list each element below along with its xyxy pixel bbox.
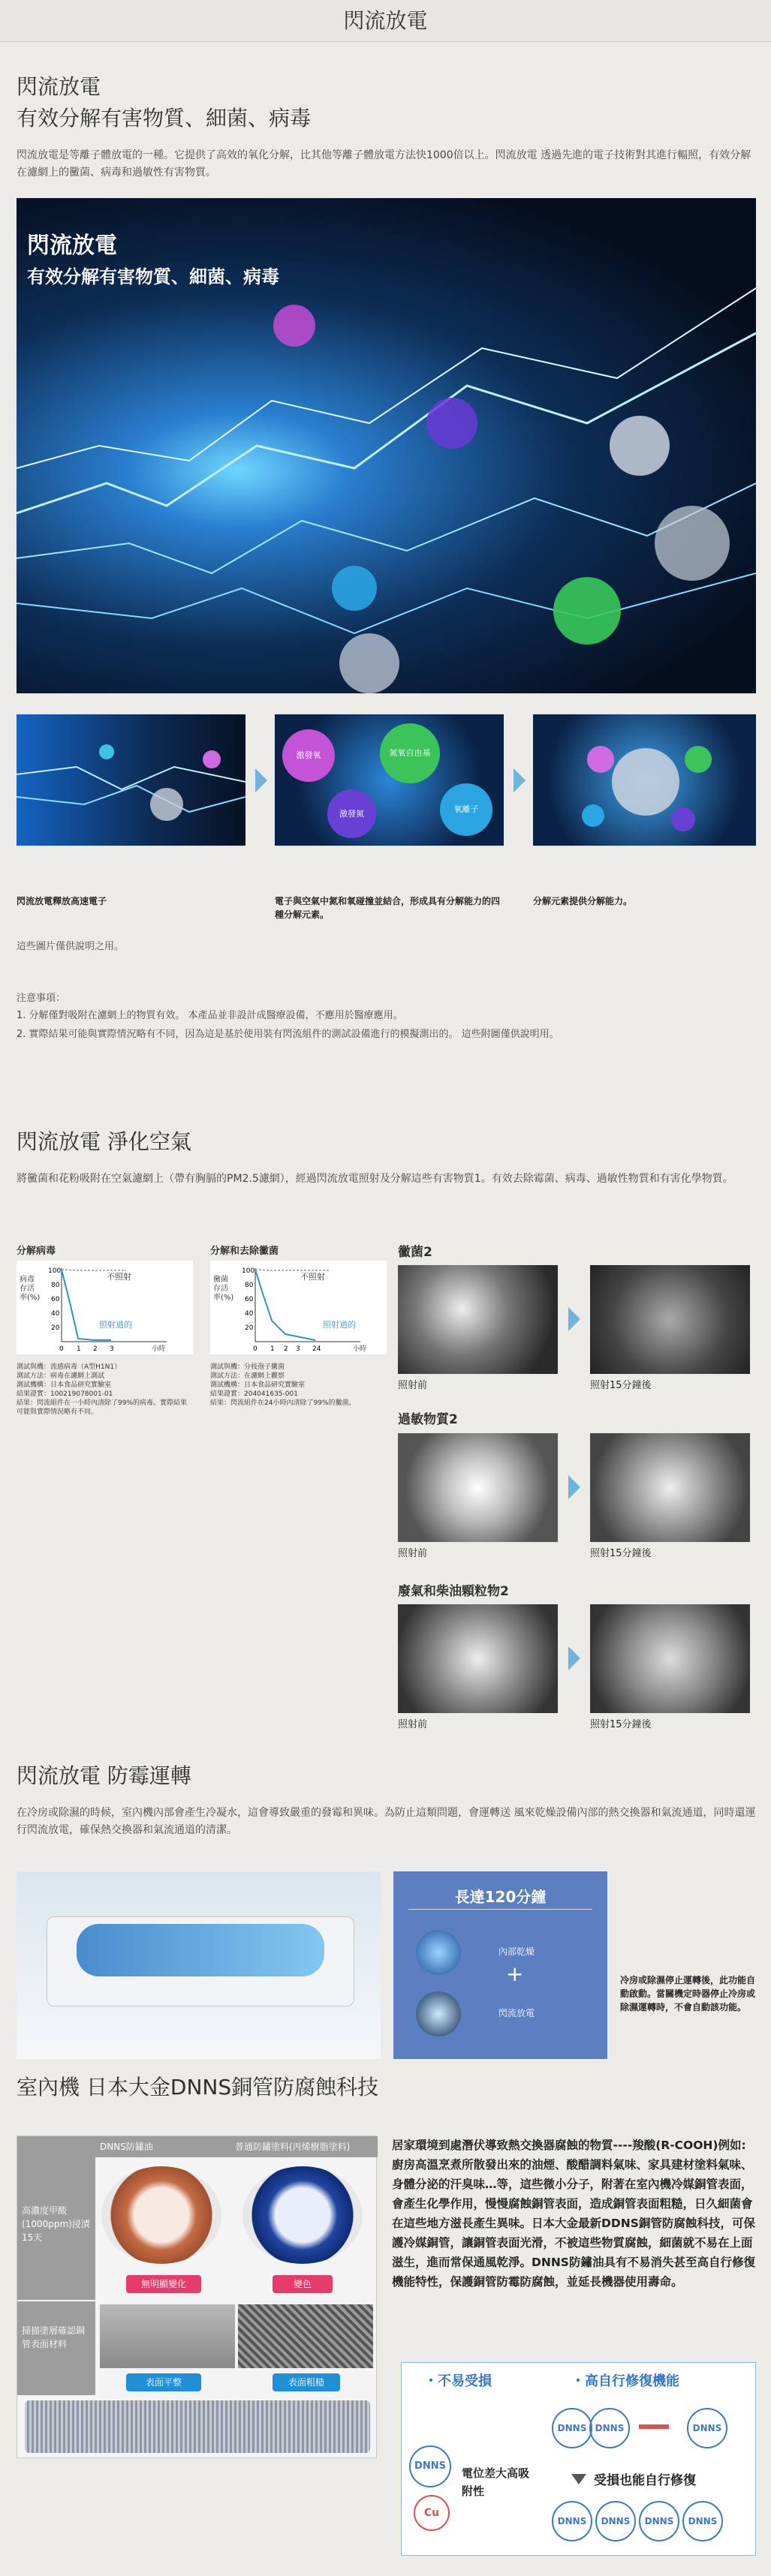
chart-mold-note-1: 測試與機：分枝孢子黴菌	[210, 1363, 285, 1371]
cu-circle: Cu	[414, 2495, 450, 2531]
page-header-title: 閃流放電	[343, 8, 428, 33]
s3-title: 閃流放電 防霉運轉	[17, 1763, 191, 1788]
feat-2: ・高自行修復機能	[571, 2373, 679, 2389]
dnns-circle-d: DNNS	[687, 2408, 727, 2448]
copper-pipe-normal	[242, 2166, 363, 2264]
step1-caption: 閃流放電釋放高速電子	[17, 896, 107, 906]
dnns-circle-g: DNNS	[639, 2501, 679, 2541]
chart-mold-title: 分解和去除黴菌	[210, 1246, 279, 1257]
repair-text: 受損也能自行修復	[594, 2473, 696, 2488]
antimold-duration: 長達120分鐘	[454, 1888, 547, 1906]
svg-text:2: 2	[284, 1345, 288, 1353]
allergen-before-label: 照射前	[398, 1548, 428, 1559]
row2-label: 掃描塗層確認銅管表面材料	[22, 2325, 86, 2349]
step-arrow-1	[255, 768, 267, 792]
repair-arrow-icon	[639, 2424, 669, 2429]
heat-exchanger	[77, 1924, 324, 1976]
chart-mold	[210, 1243, 387, 1453]
chart-virus-note-3: 測試機構：日本食品研究實驗室	[17, 1381, 112, 1389]
svg-text:100: 100	[48, 1267, 62, 1275]
dnns-circle-e: DNNS	[552, 2501, 592, 2541]
mold-before-image	[398, 1265, 558, 1374]
mold-after-label: 照射15分鐘後	[590, 1380, 652, 1391]
chart-mold-no-irr: 不照射	[300, 1272, 325, 1282]
svg-text:20: 20	[51, 1324, 60, 1332]
step-arrow-2	[513, 768, 526, 792]
antimold-dry-label: 內部乾燥	[498, 1946, 535, 1957]
antimold-side-note: 冷房或除濕停止運轉後，此功能自動啟動。當關機定時器停止冷房或除濕運轉時，不會自動該功能。	[620, 1975, 756, 2012]
sem-normal	[238, 2304, 373, 2368]
dry-icon	[416, 1930, 461, 1975]
svg-text:2: 2	[93, 1345, 98, 1353]
hero-title: 閃流放電	[27, 233, 117, 259]
note-1: 1. 分解僅對吸附在濾網上的物質有效。 本產品並非設計成醫療設備，不應用於醫療應用。	[17, 1010, 403, 1021]
chart-virus-note-4: 結果證實：100219078001-01	[17, 1390, 113, 1398]
svg-text:80: 80	[51, 1282, 60, 1289]
dnns-circle-c: DNNS	[589, 2408, 630, 2448]
svg-text:1: 1	[77, 1345, 81, 1353]
ac-unit-image	[17, 1871, 381, 2059]
dnns-circle-b: DNNS	[552, 2408, 592, 2448]
svg-text:0: 0	[59, 1345, 64, 1353]
chart-virus-title: 分解病毒	[17, 1246, 56, 1257]
feat-1: ・不易受損	[424, 2373, 492, 2389]
chart-virus-svg	[17, 1261, 193, 1354]
row1-label: 高濃度甲酸(1000ppm)浸漬15天	[22, 2205, 90, 2243]
label-oxygen-ion: 氧離子	[440, 783, 492, 836]
chart-virus-xunit: 小時	[152, 1345, 166, 1353]
antimold-plus: +	[506, 1961, 524, 1986]
diesel-after-label: 照射15分鐘後	[590, 1719, 652, 1730]
diesel-title: 廢氣和柴油顆粒物2	[398, 1584, 509, 1599]
chart-mold-plot	[210, 1261, 387, 1354]
streamer-icon	[416, 1991, 461, 2036]
allergen-arrow	[568, 1475, 580, 1499]
step3-graphic	[533, 714, 756, 846]
down-arrow-icon	[571, 2474, 586, 2484]
dnns-circle-f: DNNS	[595, 2501, 636, 2541]
svg-text:100: 100	[242, 1267, 255, 1275]
svg-text:3: 3	[296, 1345, 300, 1353]
step3-image	[533, 714, 756, 846]
antimold-streamer-label: 閃流放電	[498, 2008, 535, 2018]
svg-text:40: 40	[51, 1310, 60, 1318]
svg-text:60: 60	[51, 1296, 60, 1303]
step1-graphic	[17, 714, 245, 846]
svg-text:60: 60	[245, 1296, 254, 1303]
chart-mold-yaxis: 黴菌存活率(%)	[213, 1276, 234, 1302]
allergen-after-image	[590, 1433, 750, 1542]
step1-image	[17, 714, 245, 846]
svg-text:20: 20	[245, 1324, 254, 1332]
label-excited-nitrogen: 激發氮	[327, 789, 376, 838]
streamer-hero-image	[17, 198, 756, 693]
sem-dnns	[100, 2304, 235, 2368]
mold-title: 黴菌2	[398, 1245, 432, 1260]
page-header	[0, 0, 771, 42]
dnns-body: 居家環境到處潛伏導致熱交換器腐蝕的物質----羧酸(R-COOH)例如:廚房高溫烹煮所散發出來的油煙、酸醋調料氣味、家具建材塗料氣味、身體分泌的汗臭味…等，這些微小分子，附著在室內機冷媒銅管表面，會產生化學作用，慢慢腐蝕銅管表面，造成銅管表面粗糙，日久細菌會在這些地方滋長產生異味。日本大金最新DDNS銅管防腐蝕科技，可保護冷媒銅管，讓銅管表面光滑，不被這些物質腐蝕，細菌就不易在上面滋生，進而常保通風乾淨。DNNS防鏽油具有不易消失甚至高自行修復機能特性，保護銅管防霉防腐蝕，並延長機器使用壽命。	[392, 2139, 755, 2289]
dnns-compare-image	[17, 2136, 377, 2458]
chart-virus-note-2: 測試方法：病毒在濾網上測試	[17, 1372, 105, 1380]
svg-text:0: 0	[253, 1345, 258, 1353]
mold-after-image	[590, 1265, 750, 1374]
chart-mold-irr: 照射過的	[323, 1320, 356, 1330]
row1-tag1: 無明顯變化	[126, 2275, 201, 2293]
antimold-divider	[408, 1909, 592, 1910]
hero-subtitle: 有效分解有害物質、細菌、病毒	[27, 266, 279, 287]
svg-text:24: 24	[312, 1345, 321, 1353]
chart-mold-note-5: 結果：閃流組件在24小時內清除了99%的黴菌。	[210, 1399, 356, 1407]
svg-text:40: 40	[245, 1310, 254, 1318]
allergen-title: 過敏物質2	[398, 1412, 458, 1427]
potential-text: 電位差大高吸附性	[462, 2466, 530, 2498]
step2-image	[275, 714, 504, 846]
copper-pipe-dnns	[101, 2166, 221, 2264]
s2-title: 閃流放電 淨化空氣	[17, 1129, 191, 1154]
chart-virus-irr: 照射過的	[99, 1320, 132, 1330]
chart-virus-note-5: 結果：閃流組件在一小時內清除了99%的病毒。實際結果可能與實際情況略有不同。	[17, 1399, 188, 1416]
step3-caption: 分解元素提供分解能力。	[533, 896, 633, 906]
chart-virus-note-1: 測試與機：流感病毒（A型H1N1）	[17, 1363, 122, 1371]
diesel-before-label: 照射前	[398, 1719, 428, 1730]
s1-title: 閃流放電	[17, 74, 101, 99]
chart-virus-no-irr: 不照射	[107, 1272, 131, 1282]
s4-title: 室內機 日本大金DNNS銅管防腐蝕科技	[17, 2075, 379, 2100]
s1-subtitle: 有效分解有害物質、細菌、病毒	[17, 106, 312, 131]
row2-tag2: 表面粗糙	[273, 2373, 340, 2391]
notes-title: 注意事項：	[17, 993, 66, 1004]
allergen-after-label: 照射15分鐘後	[590, 1548, 652, 1559]
label-nitrogen-radical: 氮氧自由基	[380, 723, 440, 783]
chart-mold-note-4: 結果證實：204041635-001	[210, 1390, 298, 1398]
chart-mold-note-2: 測試方法：在濾網上觀察	[210, 1372, 285, 1380]
row1-tag2: 變色	[273, 2275, 333, 2293]
chart-mold-svg	[210, 1261, 387, 1354]
chart-virus-plot	[17, 1261, 193, 1354]
compare-col2: 普通防鏽塗料(丙烯樹脂塗料)	[235, 2142, 351, 2152]
dnns-circle-h: DNNS	[682, 2501, 723, 2541]
antimold-box	[393, 1871, 607, 2059]
step2-caption: 電子與空氣中氮和氧碰撞並結合，形成具有分解能力的四種分解元素。	[275, 896, 501, 920]
chart-mold-xunit: 小時	[353, 1345, 367, 1353]
heat-exchanger-image	[25, 2400, 370, 2453]
svg-text:80: 80	[245, 1282, 254, 1289]
chart-mold-note-3: 測試機構：日本食品研究實驗室	[210, 1381, 306, 1389]
dnns-circle-a: DNNS	[409, 2445, 451, 2487]
s2-desc: 將黴菌和花粉吸附在空氣濾網上（帶有胸膈的PM2.5濾網），經過閃流放電照射及分解這些有害物質1。有效去除霉菌、病毒、過敏性物質和有害化學物質。	[17, 1173, 733, 1185]
s3-desc: 在冷房或除濕的時候，室內機內部會產生冷凝水，這會導致嚴重的發霉和異味。為防止這類問題，會運轉送 風來乾燥設備內部的熱交換器和氣流通道，同時還運行閃流放電，確保熱交換器和氣流通道的清潔。	[17, 1807, 756, 1836]
diesel-before-image	[398, 1604, 558, 1713]
compare-col1: DNNS防鏽油	[100, 2142, 153, 2152]
svg-text:1: 1	[270, 1345, 275, 1353]
mold-before-label: 照射前	[398, 1380, 428, 1391]
diesel-after-image	[590, 1604, 750, 1713]
mold-arrow	[568, 1307, 580, 1331]
note-2: 2. 實際結果可能與實際情況略有不同，因為這是基於使用裝有閃流組件的測試設備進行的模擬測出的。 這些附圖僅供說明用。	[17, 1029, 559, 1040]
label-excited-oxygen: 激發氧	[282, 729, 335, 782]
s1-desc: 閃流放電是等離子體放電的一種。它提供了高效的氧化分解，比其他等離子體放電方法快1000倍以上。閃流放電 透過先進的電子技術對其進行輻照，有效分解在濾網上的黴菌、病毒和過敏性有害物質。	[17, 149, 751, 179]
image-disclaimer: 這些圖片僅供說明之用。	[17, 941, 125, 952]
diesel-arrow	[568, 1646, 580, 1670]
row2-tag1: 表面平整	[126, 2373, 201, 2391]
allergen-before-image	[398, 1433, 558, 1542]
svg-text:3: 3	[110, 1345, 114, 1353]
dnns-diagram	[401, 2362, 756, 2556]
chart-virus	[17, 1243, 193, 1453]
chart-virus-yaxis: 病毒存活率(%)	[20, 1276, 41, 1302]
